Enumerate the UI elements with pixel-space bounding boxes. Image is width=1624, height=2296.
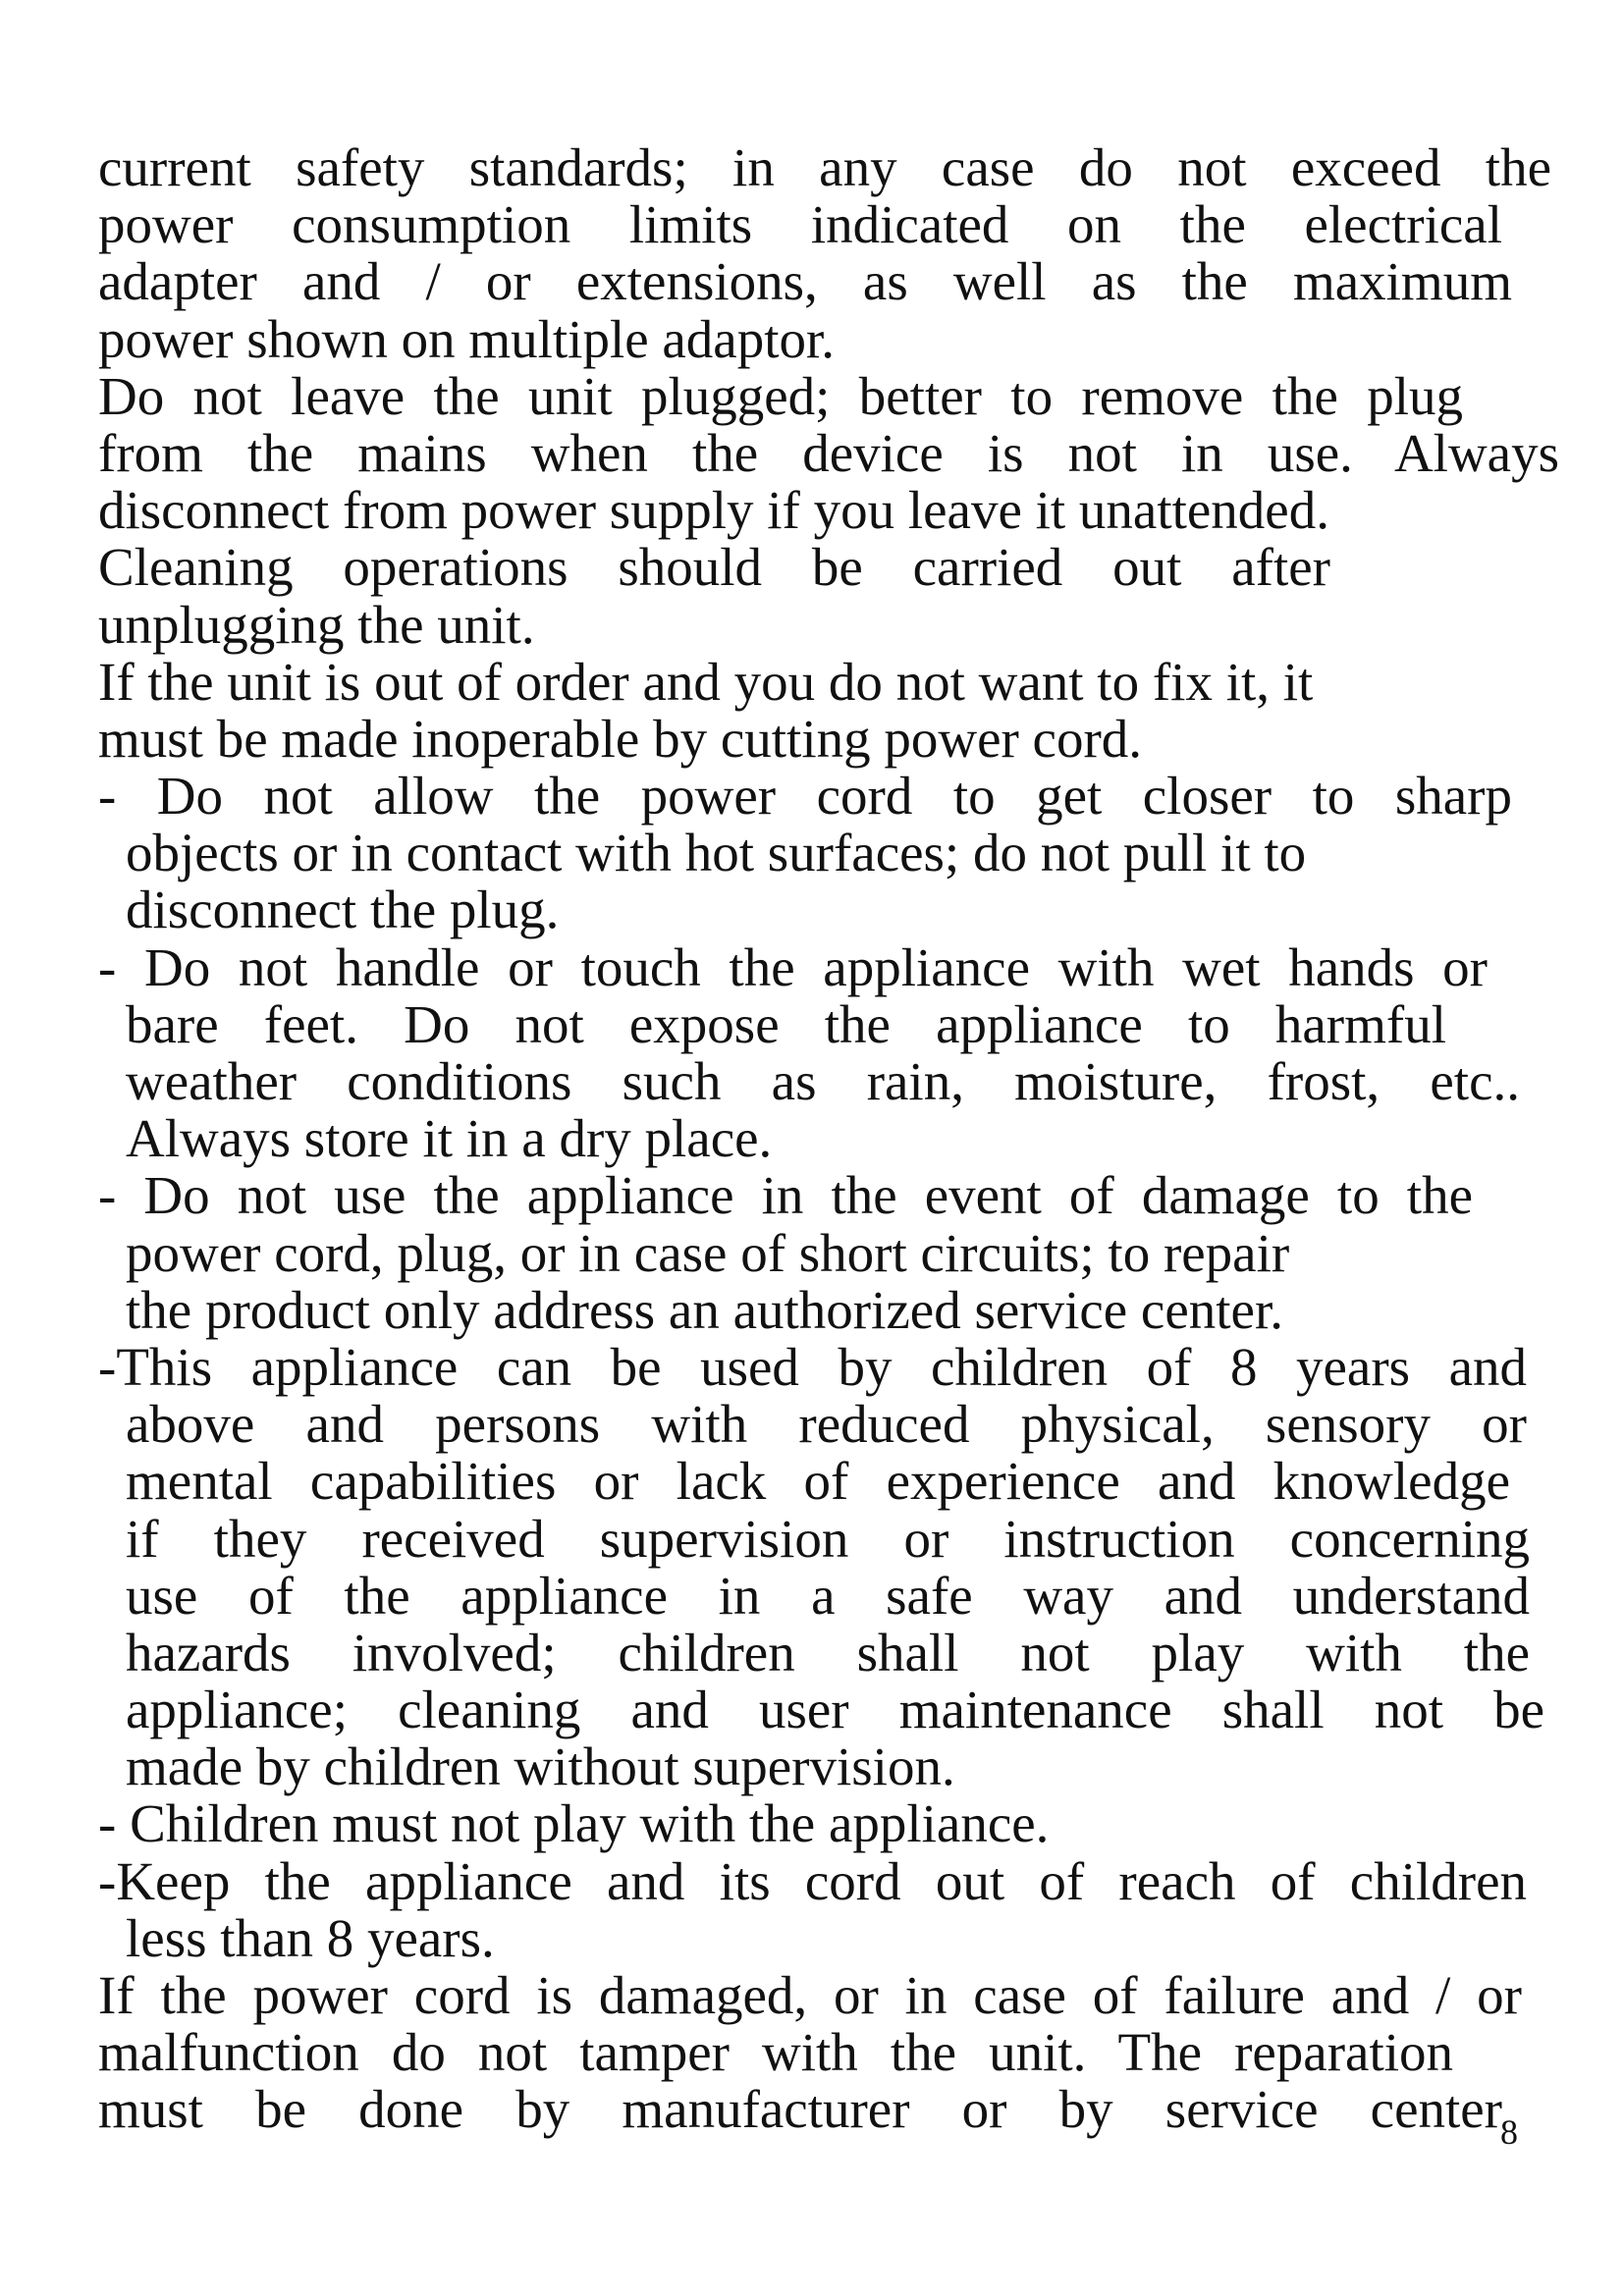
list-item-line: hazards involved; children shall not play with the <box>126 1622 1530 1682</box>
list-item-line: use of the appliance in a safe way and understand <box>126 1565 1530 1626</box>
list-item-line: - Do not allow the power cord to get closer to sharp <box>98 766 1512 827</box>
text-line: If the power cord is damaged, or in case of failure and / or <box>98 1965 1522 2025</box>
list-item-line: power cord, plug, or in case of short circuits; to repair <box>126 1222 1290 1283</box>
text-line: adapter and / or extensions, as well as the maximum <box>98 251 1512 312</box>
list-item-line: the product only address an authorized service center. <box>126 1279 1283 1340</box>
list-item-line: Always store it in a dry place. <box>126 1108 773 1169</box>
text-line: must be done by manufacturer or by service center <box>98 2079 1502 2140</box>
page-number: 8 <box>1500 2112 1518 2152</box>
list-item-line: objects or in contact with hot surfaces; do not pull it to <box>126 823 1307 883</box>
list-item-line: weather conditions such as rain, moisture, frost, etc.. <box>126 1051 1520 1111</box>
list-item-line: bare feet. Do not expose the appliance to harmful <box>126 993 1446 1054</box>
list-item-line: less than 8 years. <box>126 1907 495 1968</box>
list-item-line: made by children without supervision. <box>126 1736 955 1797</box>
text-line: Do not leave the unit plugged; better to remove the plug <box>98 365 1463 426</box>
list-item-line: - Do not use the appliance in the event of damage to the <box>98 1165 1473 1226</box>
safety-instructions-text <box>98 139 1561 2139</box>
text-line: malfunction do not tamper with the unit. The reparation <box>98 2022 1453 2083</box>
text-line: If the unit is out of order and you do not want to fix it, it <box>98 651 1314 712</box>
text-line: must be made inoperable by cutting power cord. <box>98 708 1143 769</box>
text-line: power consumption limits indicated on the electrical <box>98 194 1502 255</box>
list-item-line: mental capabilities or lack of experience and knowledge <box>126 1451 1510 1512</box>
text-line: current safety standards; in any case do not exceed the <box>98 137 1551 197</box>
list-item-line: if they received supervision or instruction concerning <box>126 1508 1530 1569</box>
text-line: from the mains when the device is not in use. Always <box>98 422 1559 483</box>
list-item-line: -Keep the appliance and its cord out of reach of children <box>98 1850 1527 1911</box>
list-item-line: disconnect the plug. <box>126 880 560 940</box>
list-item-line: above and persons with reduced physical, sensory or <box>126 1394 1527 1455</box>
list-item-line: -This appliance can be used by children of 8 years and <box>98 1336 1527 1397</box>
text-line: unplugging the unit. <box>98 594 535 655</box>
list-item-line: appliance; cleaning and user maintenance shall not be <box>126 1680 1544 1740</box>
text-line: disconnect from power supply if you leave it unattended. <box>98 480 1329 541</box>
list-item-line: - Do not handle or touch the appliance with wet hands or <box>98 936 1488 997</box>
list-item-line: - Children must not play with the appliance. <box>98 1793 1050 1854</box>
text-line: Cleaning operations should be carried out after <box>98 537 1330 598</box>
text-line: power shown on multiple adaptor. <box>98 308 836 369</box>
